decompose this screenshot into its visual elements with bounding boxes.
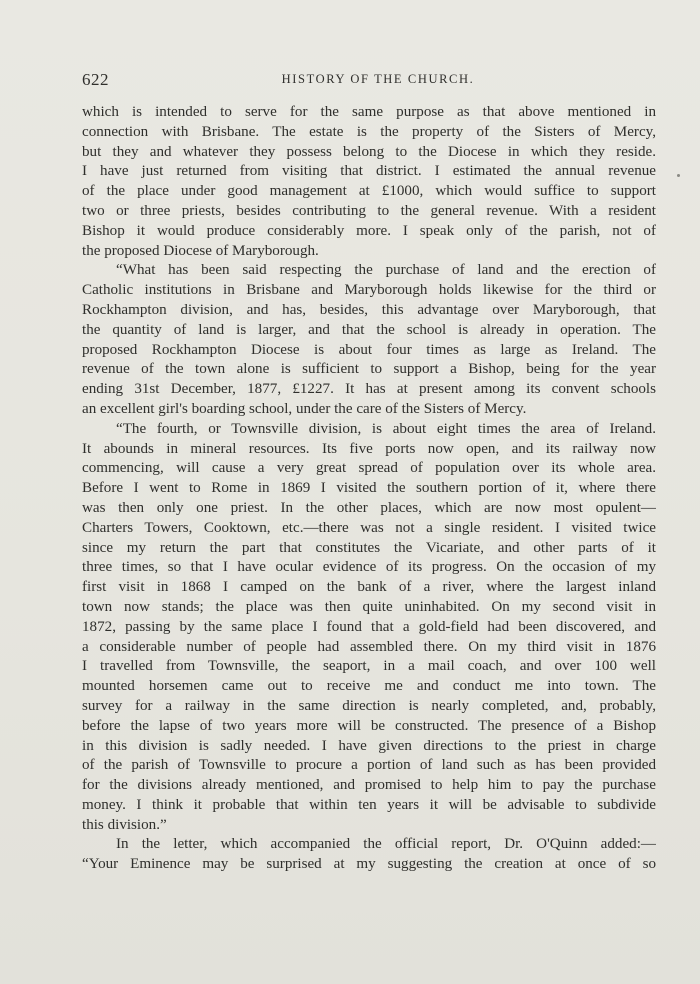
text-line: an excellent girl's boarding school, under the care of the Sisters of Mercy. [82, 400, 527, 417]
text-line: for the divisions already mentioned, and promised to help him to pay the purchase [82, 777, 656, 794]
text-line: Rockhampton division, and has, besides, this advantage over Maryborough, that [82, 301, 656, 318]
text-line: in this division is sadly needed. I have given directions to the priest in charge [82, 737, 656, 754]
body-text [82, 103, 656, 875]
text-line: a considerable number of people had assembled there. On my third visit in 1876 [82, 638, 656, 655]
text-line: before the lapse of two years more will be constructed. The presence of a Bishop [82, 717, 656, 734]
text-line: Before I went to Rome in 1869 I visited the southern portion of it, where there [82, 480, 656, 497]
text-line: survey for a railway in the same direction is nearly completed, and, probably, [82, 697, 656, 714]
text-line: “What has been said respecting the purchase of land and the erection of [116, 262, 656, 279]
paper-speck [677, 174, 680, 177]
text-line: revenue of the town alone is sufficient to support a Bishop, being for the year [82, 361, 656, 378]
running-head: HISTORY OF THE CHURCH. [281, 72, 475, 86]
text-line: “The fourth, or Townsville division, is about eight times the area of Ireland. [116, 420, 656, 437]
text-line: which is intended to serve for the same purpose as that above mentioned in [82, 104, 656, 120]
text-line: “Your Eminence may be surprised at my suggesting the creation at once of so [82, 856, 656, 873]
text-line: but they and whatever they possess belong to the Diocese in which they reside. [82, 143, 656, 160]
text-line: connection with Brisbane. The estate is the property of the Sisters of Mercy, [82, 123, 656, 140]
text-line: was then only one priest. In the other places, which are now most opulent— [82, 499, 656, 516]
text-line: this division.” [82, 816, 167, 833]
text-line: three times, so that I have ocular evidence of its progress. On the occasion of my [82, 559, 656, 576]
text-line: of the place under good management at £1000, which would suffice to support [82, 183, 656, 200]
text-line: proposed Rockhampton Diocese is about four times as large as Ireland. The [82, 341, 656, 358]
text-line: since my return the part that constitutes the Vicariate, and other parts of it [82, 539, 656, 556]
text-line: I travelled from Townsville, the seaport, in a mail coach, and over 100 well [82, 658, 656, 675]
text-line: In the letter, which accompanied the official report, Dr. O'Quinn added:— [116, 836, 656, 853]
text-line: I have just returned from visiting that district. I estimated the annual revenue [82, 163, 656, 180]
text-line: of the parish of Townsville to procure a portion of land such as has been provided [82, 757, 656, 774]
text-line: ending 31st December, 1877, £1227. It has at present among its convent schools [82, 381, 656, 398]
text-line: Catholic institutions in Brisbane and Maryborough holds likewise for the third or [82, 282, 656, 299]
text-line: money. I think it probable that within ten years it will be advisable to subdivide [82, 796, 656, 813]
text-line: town now stands; the place was then quite uninhabited. On my second visit in [82, 598, 656, 615]
text-line: commencing, will cause a very great spread of population over its whole area. [82, 460, 656, 477]
page-number: 622 [82, 70, 109, 89]
page-header [82, 70, 654, 92]
text-line: first visit in 1868 I camped on the bank of a river, where the largest inland [82, 579, 656, 596]
text-line: the proposed Diocese of Maryborough. [82, 242, 319, 259]
text-line: 1872, passing by the same place I found that a gold-field had been discovered, and [82, 618, 656, 635]
text-line: mounted horsemen came out to receive me and conduct me into town. The [82, 678, 656, 695]
text-line: two or three priests, besides contributing to the general revenue. With a resident [82, 202, 656, 219]
text-line: Charters Towers, Cooktown, etc.—there was not a single resident. I visited twice [82, 519, 656, 536]
text-line: Bishop it would produce considerably more. I speak only of the parish, not of [82, 222, 656, 239]
text-line: It abounds in mineral resources. Its five ports now open, and its railway now [82, 440, 656, 457]
text-line: the quantity of land is larger, and that the school is already in operation. The [82, 321, 656, 338]
